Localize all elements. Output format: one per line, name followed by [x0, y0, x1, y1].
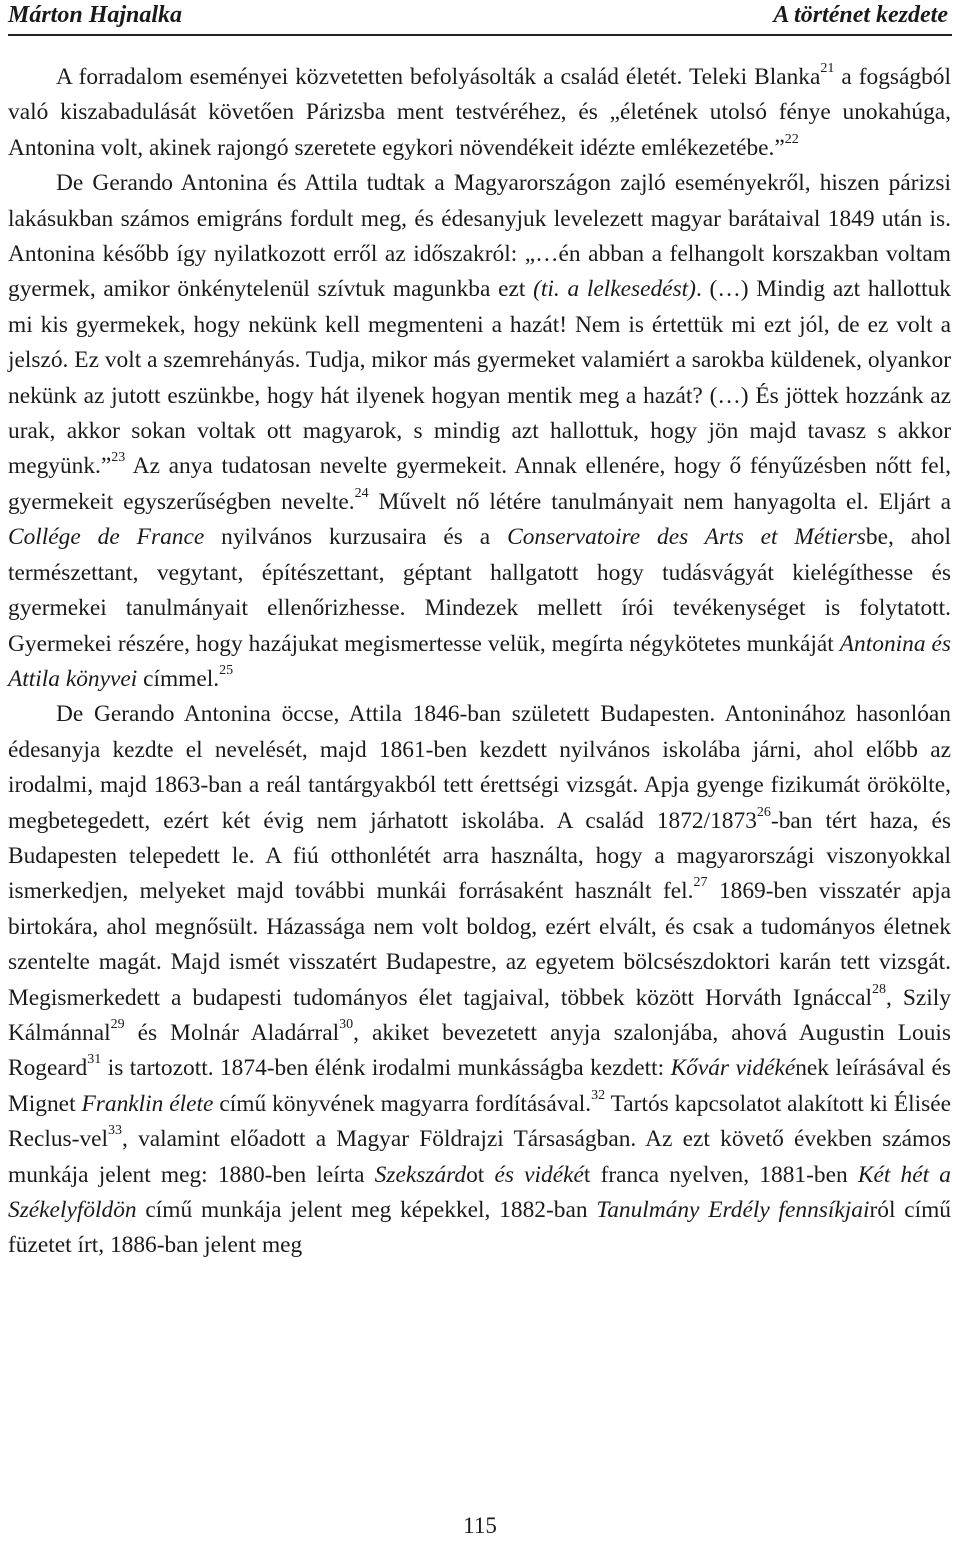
footnote-ref: 29 [110, 1017, 125, 1033]
text-run: címmel. [137, 665, 220, 692]
italic-title: Kővár vidéké [670, 1055, 796, 1082]
text-run: be, ahol természettant, vegytant, építészettant, géptant hallgatott hogy tudásvágyát kielégíthesse és gyermekei tanulmányait ellenőrizhesse. Mindezek mellett írói tevékenységet is folytatott. Gyermekei részére, hogy hazájukat megismertesse velük, megírta négykötetes munkáját [8, 524, 951, 657]
italic-title: Szekszárd [374, 1161, 467, 1188]
italic-title: Tanulmány Erdély fennsíkjai [596, 1197, 870, 1223]
text-run: a fogságból való kiszabadulását követően Párizsba ment testvéréhez, és „életének utolsó fénye unokahúga, Antonina volt, akinek rajongó szeretete egykori növendékeit idézte emlékezetébe.” [8, 64, 951, 161]
text-run: A forradalom eseményei közvetetten befolyásolták a család életét. Teleki Blanka [56, 64, 821, 90]
italic-title: Franklin élete [81, 1090, 214, 1117]
footnote-ref: 24 [354, 485, 369, 501]
italic-title: (ti. a lelkesedést) [533, 276, 696, 303]
paragraph-1 [8, 60, 951, 166]
footnote-ref: 31 [87, 1052, 102, 1068]
text-run: ot [466, 1161, 495, 1188]
text-run: De Gerando Antonina és Attila tudtak a Magyarországon zajló eseményekről, hiszen párizsi lakásukban számos emigráns fordult meg, és édesanyjuk levelezett magyar barátaival 1849 után is. Antonina később így nyilatkozott erről az időszakról: „…én abban a felhangolt korszakban voltam gyermek, amikor önkénytelenül szívtuk magunkba ezt [8, 170, 951, 303]
text-run: . (…) Mindig azt hallottuk mi kis gyermekek, hogy nekünk kell megmenteni a hazát! Nem is értettük mi ezt jól, de ez volt a jelszó. Ez volt a szemrehányás. Tudja, mikor más gyermeket valamiért a sarokba küldenek, olyankor nekünk az jutott eszünkbe, hogy hát ilyenek hogyan mentik meg a hazát? (…) És jöttek hozzánk az urak, akkor sokan voltak ott magyarok, s mindig azt hallottuk, hogy jön majd tavasz s akkor megyünk.” [8, 276, 951, 480]
footnote-ref: 22 [784, 131, 799, 147]
text-run: nyilvános kurzusaira és a [204, 524, 508, 551]
footnote-ref: 32 [591, 1087, 606, 1103]
italic-title: Collége de France [8, 524, 205, 551]
text-run: , Szily Kálmánnal [8, 984, 952, 1046]
text-run: , akiket bevezetett anyja szalonjába, ahová Augustin Louis Rogeard [8, 1019, 951, 1082]
text-run: című könyvének magyarra fordításával. [213, 1090, 592, 1117]
text-run: Művelt nő létére tanulmányait nem hanyagolta el. Eljárt a [368, 488, 951, 515]
italic-title: Antonina és Attila könyvei [8, 630, 951, 692]
text-run: nek leírásával és Mignet [8, 1055, 951, 1117]
text-run: De Gerando Antonina öccse, Attila 1846-ban született Budapesten. Antoninához hasonlóan édesanyja kezdte el nevelését, majd 1861-ben kezdett nyilvános iskolába járni, ahol előbb az irodalmi, majd 1863-ban a reál tantárgyakból tett érettségi vizsgát. Apja gyenge fizikumát örökölte, megbetegedett, ezért két évig nem járhatott iskolába. A család 1872/1873 [8, 701, 951, 834]
footnote-ref: 27 [693, 875, 708, 891]
text-run: -ban tért haza, és Budapesten telepedett le. A fiú otthonlétét arra használta, hogy a magyarországi viszonyokkal ismerkedjen, melyeket majd további munkái forrásaként használt fel. [8, 807, 951, 905]
text-run: Az anya tudatosan nevelte gyermekeit. Annak ellenére, hogy ő fényűzésben nőtt fel, gyermekeit egyszerűségben nevelte. [8, 453, 951, 515]
running-header [8, 0, 952, 36]
text-run: t franca nyelven, 1881-ben [583, 1161, 858, 1188]
text-run: ról című füzetet írt, 1886-ban jelent meg [8, 1197, 951, 1259]
italic-title: Két hét a Székelyföldön [8, 1161, 951, 1223]
footnote-ref: 33 [108, 1123, 123, 1139]
text-run: című munkája jelent meg képekkel, 1882-ban [136, 1197, 597, 1223]
text-run: is tartozott. 1874-ben élénk irodalmi munkásságba kezdett: [101, 1055, 671, 1082]
page-number: 115 [463, 1513, 497, 1538]
footnote-ref: 28 [872, 981, 887, 997]
footnote-ref: 26 [756, 804, 771, 820]
footnote-ref: 21 [820, 61, 835, 77]
footnote-ref: 30 [339, 1017, 354, 1033]
header-author: Márton Hajnalka [8, 2, 183, 28]
footnote-ref: 25 [219, 663, 234, 679]
italic-title: Conservatoire des Arts et Métiers [507, 524, 866, 551]
header-chapter-title: A történet kezdete [773, 2, 948, 28]
body-text [8, 60, 951, 1264]
paragraph-3 [8, 697, 951, 1264]
paragraph-2 [8, 166, 951, 697]
text-run: 1869-ben visszatér apja birtokára, ahol megnősült. Házassága nem volt boldog, ezért elvált, és csak a tudományos életnek szentelte magát. Majd ismét visszatért Budapestre, az egyetem bölcsészdoktori karán tett vizsgát. Megismerkedett a budapesti tudományos élet tagjaival, többek között Horváth Ignáccal [8, 878, 951, 1011]
text-run: , valamint előadott a Magyar Földrajzi Társaságban. Az ezt követő években számos munkája jelent meg: 1880-ben leírta [8, 1126, 951, 1188]
footnote-ref: 23 [111, 450, 126, 466]
italic-title: és vidéké [494, 1161, 584, 1188]
text-run: Tartós kapcsolatot alakított ki Élisée Reclus-vel [8, 1090, 951, 1153]
text-run: és Molnár Aladárral [124, 1019, 340, 1046]
